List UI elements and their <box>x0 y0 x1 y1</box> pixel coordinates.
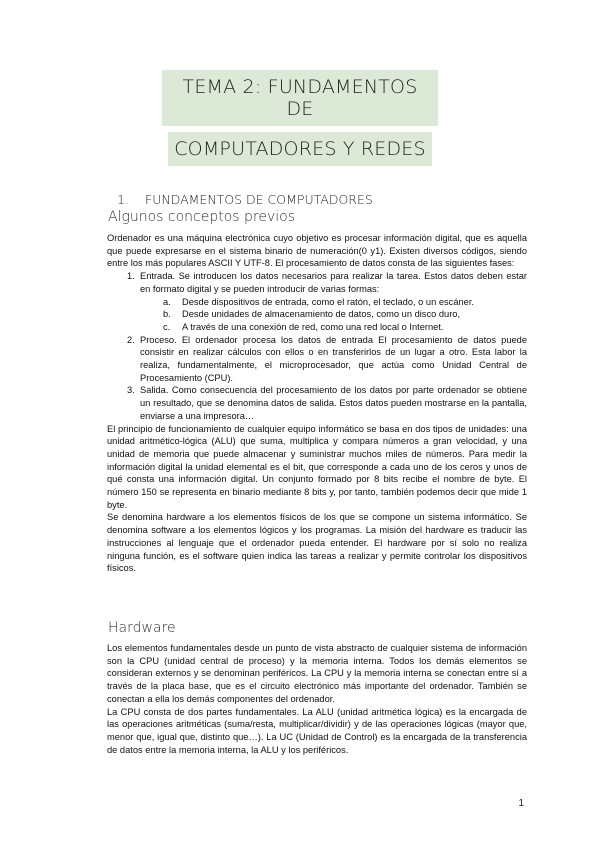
list-item <box>107 334 527 385</box>
section-heading <box>117 192 373 207</box>
list-marker: c. <box>163 321 171 332</box>
list-item <box>107 384 527 422</box>
sub-list-item <box>107 296 527 309</box>
list-item-text: Desde unidades de almacenamiento de datos, como un disco duro, <box>182 309 461 320</box>
phases-list <box>107 270 527 422</box>
hardware-paragraph-2: La CPU consta de dos partes fundamentales. La ALU (unidad aritmética lógica) es la encargada de las operaciones aritméticas (suma/resta, multiplicar/dividir) y de las operaciones lógicas (mayor que, menor que, igual que, distinto que…). La UC (Unidad de Control) es la encargada de la transferencia de datos entre la memoria interna, la ALU y los periféricos. <box>107 706 527 755</box>
hardware-paragraph-1: Los elementos fundamentales desde un punto de vista abstracto de cualquier sistema de información son la CPU (unidad central de proceso) y la memoria interna. Todos los demás elementos se consideran externos y se denominan periféricos. La CPU y la memoria interna se conectan entre sí a través de la placa base, que es el circuito electrónico más importante del ordenador. También se conectan a ella los demás componentes del ordenador. <box>107 643 527 704</box>
list-item-text: A través de una conexión de red, como una red local o Internet. <box>182 321 444 332</box>
list-marker: b. <box>163 309 171 320</box>
document-title <box>162 70 438 166</box>
section-number: 1. <box>117 192 129 207</box>
sub-list-item <box>107 308 527 321</box>
list-item-text: Desde dispositivos de entrada, como el ratón, el teclado, o un escáner. <box>182 296 474 307</box>
bit-byte-paragraph: El principio de funcionamiento de cualquier equipo informático se basa en dos tipos de unidades: una unidad aritmético-lógica (ALU) que suma, multiplica y compara números a gran velocidad, y una unidad de memoria que puede almacenar y suministrar muchos miles de números. Para medir la información digital la unidad elemental es el bit, que corresponde a cada uno de los ceros y unos de qué consta una información digital. Un conjunto formado por 8 bits recibe el nombre de byte. El número 150 se representa en binario mediante 8 bits y, por tanto, también podemos decir que mide 1 byte. <box>107 423 527 510</box>
intro-paragraph: Ordenador es una máquina electrónica cuyo objetivo es procesar información digital, que es aquella que puede expresarse en el sistema binario de numeración(0 y1). Existen diversos códigos, siendo entre los más populares ASCII Y UTF-8. El procesamiento de datos consta de las siguientes fases: <box>107 233 527 269</box>
list-item-text: Proceso. El ordenador procesa los datos de entrada El procesamiento de datos puede consistir en realizar cálculos con ellos o en transferirlos de un lugar a otro. Esta labor la realiza, fundamentalmente, el microprocesador, que actúa como Unidad Central de Procesamiento (CPU). <box>140 334 527 383</box>
page-number: 1 <box>518 798 524 809</box>
subsection-heading-conceptos: Algunos conceptos previos <box>108 209 296 225</box>
subsection-heading-hardware: Hardware <box>108 620 176 636</box>
list-marker: 3. <box>127 385 135 396</box>
sub-list-item <box>107 321 527 334</box>
list-marker: 1. <box>127 271 135 282</box>
list-marker: 2. <box>127 334 135 345</box>
list-item <box>107 270 527 334</box>
list-item-text: Salida. Como consecuencia del procesamiento de los datos por parte ordenador se obtiene un resultado, que se denomina datos de salida. Estos datos pueden mostrarse en la pantalla, enviarse a una impresora… <box>140 385 527 421</box>
title-line-1: TEMA 2: FUNDAMENTOS DE <box>162 70 438 126</box>
list-item-text: Entrada. Se introducen los datos necesarios para realizar la tarea. Estos datos deben estar en formato digital y se pueden introducir de varias formas: <box>140 271 527 294</box>
list-marker: a. <box>163 296 171 307</box>
title-line-2: COMPUTADORES Y REDES <box>168 132 432 166</box>
section-title: FUNDAMENTOS DE COMPUTADORES <box>145 192 373 207</box>
hardware-software-paragraph: Se denomina hardware a los elementos físicos de los que se compone un sistema informático. Se denomina software a los elementos lógicos y los programas. La misión del hardware es traducir las instrucciones al lenguaje que el ordenador pueda entender. El hardware por sí solo no realiza ninguna función, es el software quien indica las tareas a realizar y permite controlar los dispositivos físicos. <box>107 512 527 574</box>
conceptos-body <box>107 232 527 575</box>
input-methods-list <box>140 296 527 334</box>
hardware-body <box>107 642 527 756</box>
